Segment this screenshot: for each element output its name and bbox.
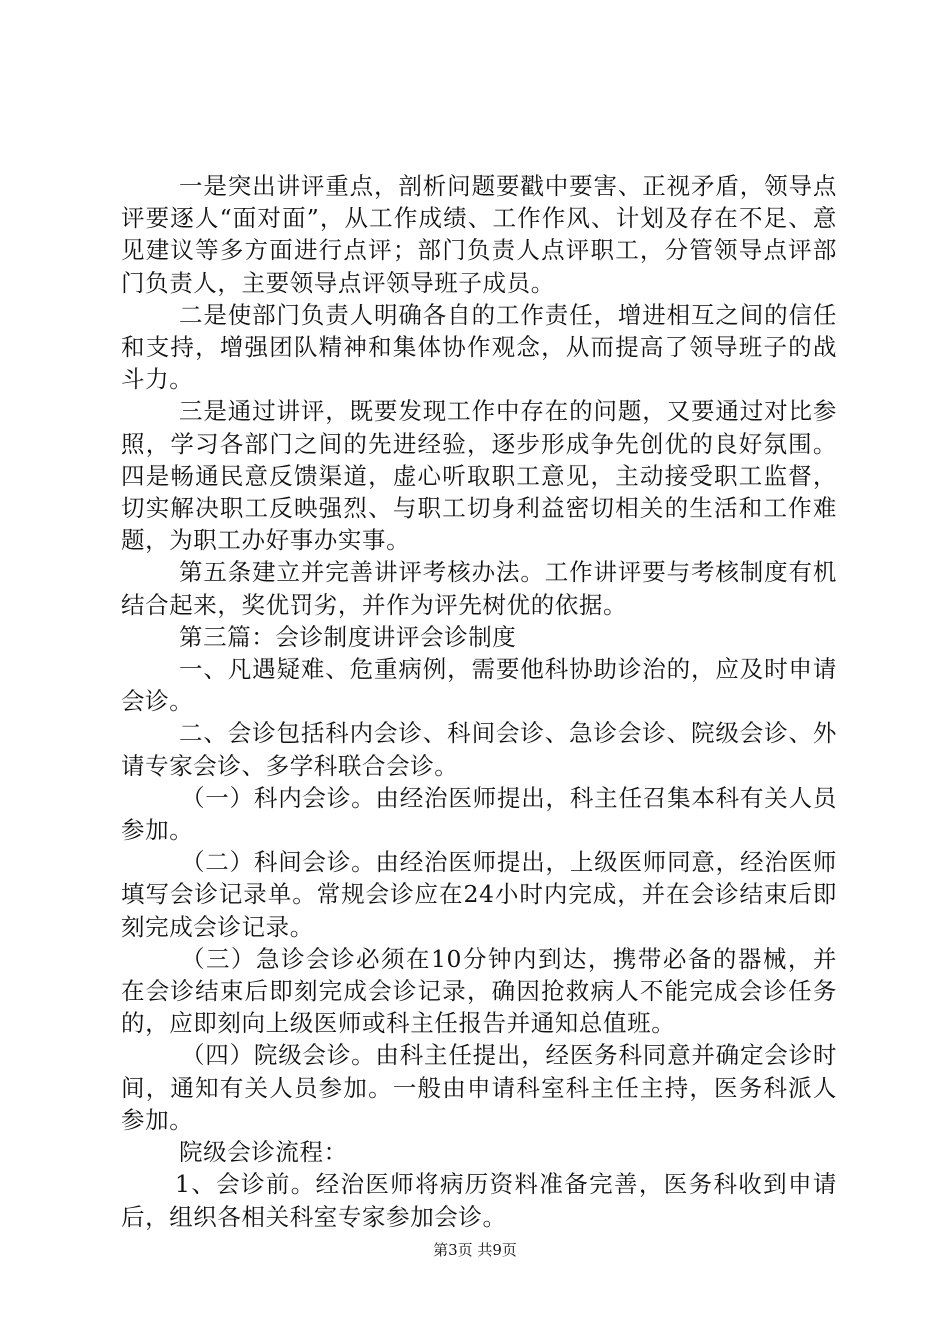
paragraph: 二、会诊包括科内会诊、科间会诊、急诊会诊、院级会诊、外请专家会诊、多学科联合会诊。	[121, 719, 837, 780]
page-number: 第3页 共9页	[433, 1241, 517, 1259]
paragraph: （一）科内会诊。由经治医师提出，科主任召集本科有关人员参加。	[121, 783, 837, 845]
paragraph: 一、凡遇疑难、危重病例，需要他科协助诊治的，应及时申请会诊。	[121, 655, 837, 716]
paragraph: （二）科间会诊。由经治医师提出，上级医师同意，经治医师填写会诊记录单。常规会诊应在24小时内完成，并在会诊结束后即刻完成会诊记录。	[121, 848, 837, 941]
paragraph: （三）急诊会诊必须在10分钟内到达，携带必备的器械，并在会诊结束后即刻完成会诊记录，确因抢救病人不能完成会诊任务的，应即刻向上级医师或科主任报告并通知总值班。	[121, 944, 837, 1038]
paragraph: 第五条建立并完善讲评考核办法。工作讲评要与考核制度有机结合起来，奖优罚劣，并作为评先树优的依据。	[121, 558, 837, 619]
paragraph: 1、会诊前。经治医师将病历资料准备完善，医务科收到申请后，组织各相关科室专家参加会诊。	[121, 1170, 837, 1231]
paragraph: 一是突出讲评重点，剖析问题要戳中要害、正视矛盾，领导点评要逐人“面对面”，从工作成绩、工作作风、计划及存在不足、意见建议等多方面进行点评；部门负责人点评职工，分管领导点评部门负责人，主要领导点评领导班子成员。	[121, 172, 837, 297]
paragraph: 院级会诊流程：	[179, 1138, 348, 1167]
document-body	[121, 170, 837, 1233]
paragraph: 三是通过讲评，既要发现工作中存在的问题，又要通过对比参照，学习各部门之间的先进经验，逐步形成争先创优的良好氛围。四是畅通民意反馈渠道，虚心听取职工意见，主动接受职工监督，切实解决职工反映强烈、与职工切身利益密切相关的生活和工作难题，为职工办好事办实事。	[121, 397, 837, 555]
paragraph: 二是使部门负责人明确各自的工作责任，增进相互之间的信任和支持，增强团队精神和集体协作观念，从而提高了领导班子的战斗力。	[121, 300, 837, 394]
section-heading: 第三篇：会诊制度讲评会诊制度	[179, 622, 517, 651]
paragraph: （四）院级会诊。由科主任提出，经医务科同意并确定会诊时间，通知有关人员参加。一般由申请科室科主任主持，医务科派人参加。	[121, 1041, 837, 1134]
